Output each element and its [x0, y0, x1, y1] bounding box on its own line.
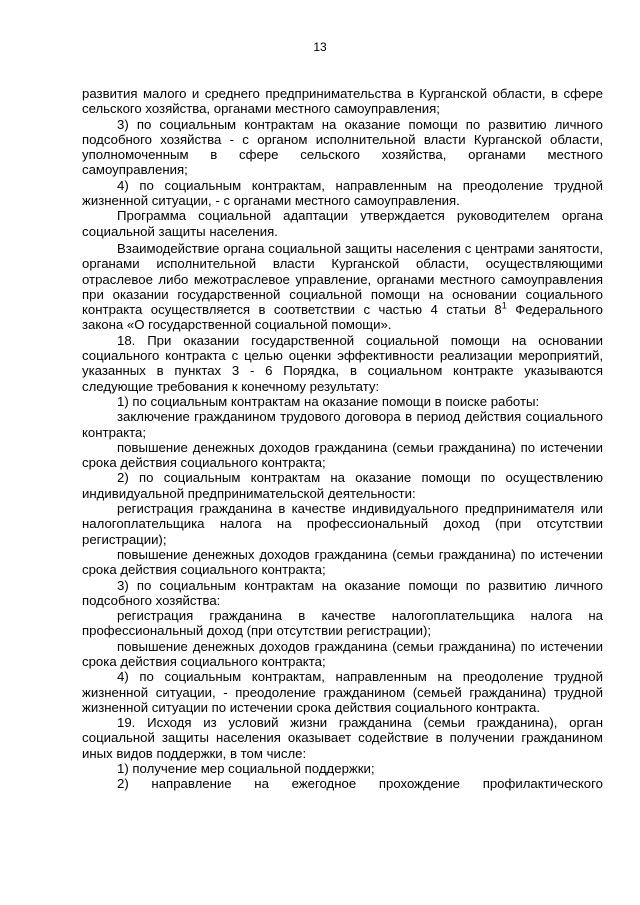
paragraph: 3) по социальным контрактам на оказание помощи по развитию личного подсобного хозяйства - с органом исполнительной власти Курганской области, уполномоченным в сфере сельского хозяйства, органами местного самоуправления;: [82, 116, 603, 178]
paragraph: 3) по социальным контрактам на оказание помощи по развитию личного подсобного хозяйства:: [82, 577, 603, 608]
paragraph-text: Взаимодействие органа социальной защиты населения с центрами занятости, органами исполнительной власти Курганской области, осуществляющими отраслевое либо межотраслевое управление, органами местного самоуправления при оказании государственной социальной помощи на основании социального контракта осуществляется в соответствии с частью 4 статьи 8: [82, 240, 603, 318]
document-body: [82, 86, 603, 792]
paragraph: 4) по социальным контрактам, направленным на преодоление трудной жизненной ситуации, - с органами местного самоуправления.: [82, 177, 603, 209]
paragraph: 2) направление на ежегодное прохождение профилактического: [117, 776, 603, 792]
paragraph: регистрация гражданина в качестве налогоплательщика налога на профессиональный доход (при отсутствии регистрации);: [82, 608, 603, 639]
paragraph: 1) получение мер социальной поддержки;: [117, 761, 375, 777]
paragraph: регистрация гражданина в качестве индивидуального предпринимателя или налогоплательщика налога на профессиональный доход (при отсутствии регистрации);: [82, 501, 603, 547]
paragraph: повышение денежных доходов гражданина (семьи гражданина) по истечении срока действия социального контракта;: [82, 439, 603, 471]
superscript: 1: [501, 300, 507, 311]
paragraph: развития малого и среднего предпринимательства в Курганской области, в сфере сельского хозяйства, органами местного самоуправления;: [82, 86, 603, 117]
paragraph: 2) по социальным контрактам на оказание помощи по осуществлению индивидуальной предпринимательской деятельности:: [82, 470, 603, 501]
page-number: 13: [313, 40, 327, 54]
paragraph: [82, 241, 603, 333]
paragraph: заключение гражданином трудового договора в период действия социального контракта;: [82, 409, 603, 440]
paragraph: Программа социальной адаптации утверждается руководителем органа социальной защиты населения.: [82, 208, 603, 239]
paragraph: повышение денежных доходов гражданина (семьи гражданина) по истечении срока действия социального контракта;: [82, 638, 603, 669]
paragraph: повышение денежных доходов гражданина (семьи гражданина) по истечении срока действия социального контракта;: [82, 546, 603, 578]
paragraph: 4) по социальным контрактам, направленным на преодоление трудной жизненной ситуации, - преодоление гражданином (семьей гражданина) трудной жизненной ситуации по истечении срока действия социального контракта.: [82, 669, 603, 715]
paragraph-text: Федерального закона «О государственной социальной помощи».: [82, 302, 603, 333]
paragraph: 19. Исходя из условий жизни гражданина (семьи гражданина), орган социальной защиты населения оказывает содействие в получении гражданином иных видов поддержки, в том числе:: [82, 715, 603, 761]
paragraph: 18. При оказании государственной социальной помощи на основании социального контракта с целью оценки эффективности реализации мероприятий, указанных в пунктах 3 - 6 Порядка, в социальном контракте указываются следующие требования к конечному результату:: [82, 332, 603, 394]
paragraph: 1) по социальным контрактам на оказание помощи в поиске работы:: [117, 393, 540, 409]
